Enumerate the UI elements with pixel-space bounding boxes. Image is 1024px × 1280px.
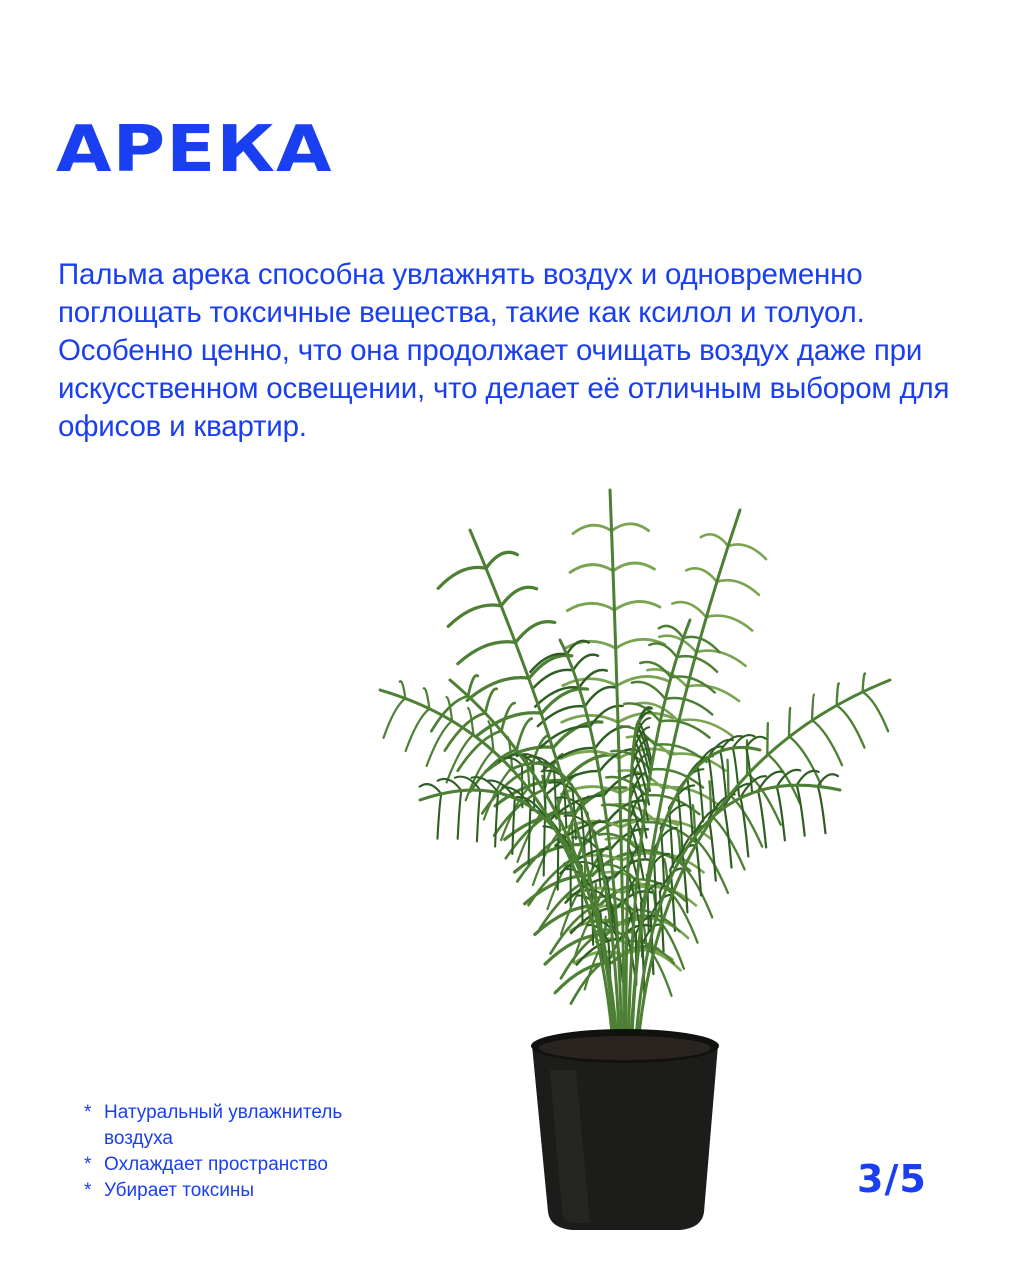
areca-palm-image (360, 470, 920, 1240)
slide-counter: 3/5 (857, 1157, 927, 1201)
palm-fronds (384, 524, 889, 1004)
asterisk-bullet-icon: * (84, 1102, 92, 1123)
feature-text: Натуральный увлажнитель воздуха (104, 1102, 343, 1149)
slide-title: АРЕКА (56, 113, 333, 187)
asterisk-bullet-icon: * (84, 1154, 92, 1175)
plant-pot (531, 1029, 719, 1230)
asterisk-bullet-icon: * (84, 1180, 92, 1201)
plant-description: Пальма арека способна увлажнять воздух и одновременно поглощать токсичные вещества, такие как ксилол и толуол. Особенно ценно, что она продолжает очищать воздух даже при искусственном освещении, что делает её отличным выбором для офисов и квартир. (58, 258, 950, 443)
feature-text: Убирает токсины (104, 1180, 255, 1201)
feature-text: Охлаждает пространство (104, 1154, 328, 1175)
